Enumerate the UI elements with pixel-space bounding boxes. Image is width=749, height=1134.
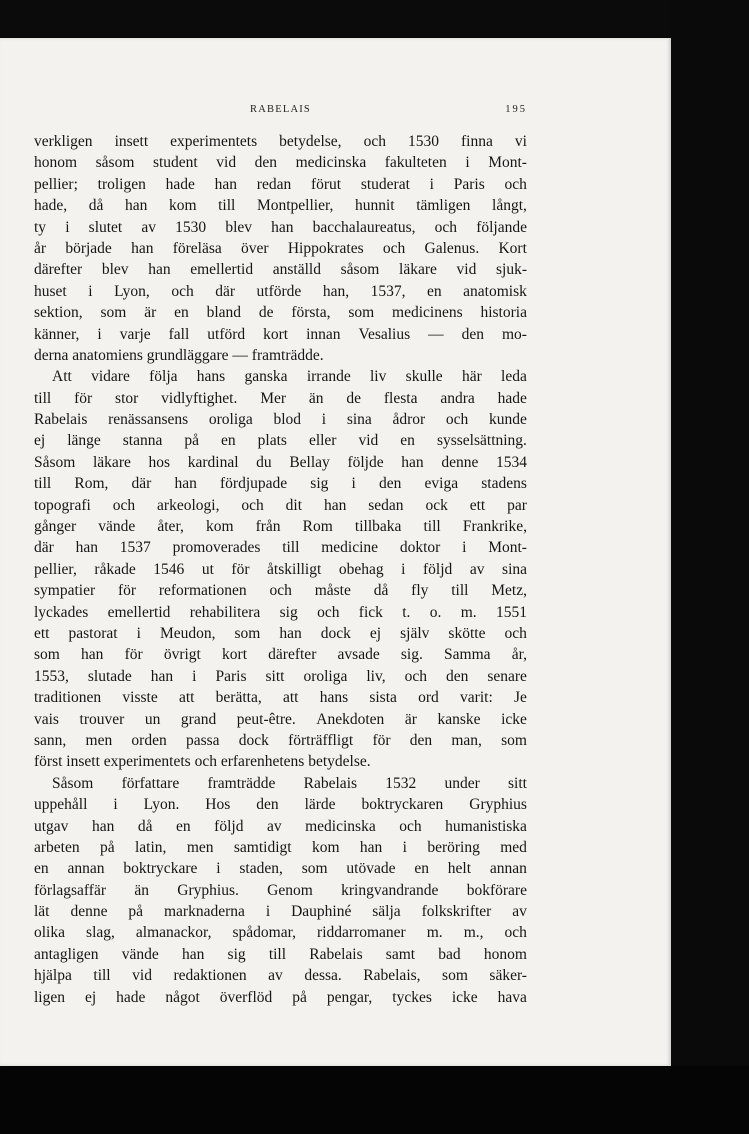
text-line: antagligen vände han sig till Rabelais samt bad honom — [34, 945, 527, 963]
text-line: vais trouver un grand peut-être. Anekdoten är kanske icke — [34, 710, 527, 728]
text-line: topografi och arkeologi, och dit han sedan ock ett par — [34, 496, 527, 514]
text-line: uppehåll i Lyon. Hos den lärde boktryckaren Gryphius — [34, 796, 527, 814]
text-line: 1553, slutade han i Paris sitt oroliga liv, och den senare — [34, 667, 527, 685]
text-line: ty i slutet av 1530 blev han bacchalaureatus, och följande — [34, 218, 527, 236]
text-line: därefter blev han emellertid anställd såsom läkare vid sjuk- — [34, 261, 527, 279]
text-line: hjälpa till vid redaktionen av dessa. Rabelais, som säker- — [34, 967, 527, 985]
text-line: olika slag, almanackor, spådomar, riddarromaner m. m., och — [34, 924, 527, 942]
text-line: Såsom författare framträdde Rabelais 1532 under sitt — [52, 774, 527, 792]
text-line: lät denne på marknaderna i Dauphiné sälja folkskrifter av — [34, 903, 527, 921]
text-line: arbeten på latin, men samtidigt kom han i beröring med — [34, 838, 527, 856]
text-line: honom såsom student vid den medicinska fakulteten i Mont- — [34, 154, 527, 172]
text-line: gånger vände åter, kom från Rom tillbaka till Frankrike, — [34, 518, 527, 536]
text-line: år började han föreläsa över Hippokrates och Galenus. Kort — [34, 239, 527, 257]
text-line: sektion, som är en bland de första, som medicinens historia — [34, 304, 527, 322]
text-line: först insett experimentets och erfarenhetens betydelse. — [34, 753, 371, 771]
scan-border-right — [671, 0, 749, 1134]
text-line: ett pastorat i Meudon, som han dock ej själv skötte och — [34, 624, 527, 642]
text-line: som han för övrigt kort därefter avsade sig. Samma år, — [34, 646, 527, 664]
scan-border-top — [0, 0, 749, 38]
text-line: en annan boktryckare i staden, som utövade en helt annan — [34, 860, 527, 878]
text-line: pellier, råkade 1546 ut för åtskilligt obehag i följd av sina — [34, 560, 527, 578]
text-line: ej länge stanna på en plats eller vid en sysselsättning. — [34, 432, 527, 450]
text-line: derna anatomiens grundläggare — framträdde. — [34, 346, 324, 364]
text-line: Att vidare följa hans ganska irrande liv skulle här leda — [52, 368, 527, 386]
text-line: hade, då han kom till Montpellier, hunnit tämligen långt, — [34, 197, 527, 215]
running-head-title: RABELAIS — [250, 104, 311, 115]
text-line: traditionen visste att berätta, att hans sista ord varit: Je — [34, 689, 527, 707]
text-line: verkligen insett experimentets betydelse, och 1530 finna vi — [34, 133, 527, 150]
text-line: där han 1537 promoverades till medicine doktor i Mont- — [34, 539, 527, 557]
text-line: lyckades emellertid rehabilitera sig och fick t. o. m. 1551 — [34, 603, 527, 621]
text-line: huset i Lyon, och där utförde han, 1537, en anatomisk — [34, 282, 527, 300]
text-line: pellier; troligen hade han redan förut studerat i Paris och — [34, 175, 527, 193]
book-page — [0, 38, 671, 1066]
text-line: sann, men orden passa dock förträffligt för den man, som — [34, 731, 527, 749]
text-line: förlagsaffär än Gryphius. Genom kringvandrande bokförare — [34, 881, 527, 899]
body-text — [34, 131, 527, 1008]
text-line: Rabelais renässansens oroliga blod i sina ådror och kunde — [34, 411, 527, 429]
text-line: sympatier för reformationen och måste då fly till Metz, — [34, 582, 527, 600]
text-line: till Rom, där han fördjupade sig i den eviga stadens — [34, 475, 527, 493]
running-head — [34, 104, 527, 120]
text-line: ligen ej hade något överflöd på pengar, tyckes icke hava — [34, 988, 527, 1006]
page-number: 195 — [505, 104, 527, 115]
text-line: Såsom läkare hos kardinal du Bellay följde han denne 1534 — [34, 453, 527, 471]
text-line: känner, i varje fall utförd kort innan Vesalius — den mo- — [34, 325, 527, 343]
text-line: till för stor vidlyftighet. Mer än de flesta andra hade — [34, 389, 527, 407]
scan-border-bottom — [0, 1066, 749, 1134]
text-line: utgav han då en följd av medicinska och humanistiska — [34, 817, 527, 835]
